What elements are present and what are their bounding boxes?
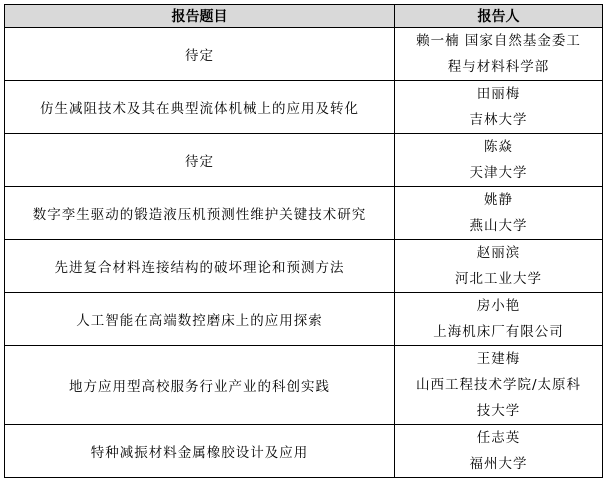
table-row [5, 425, 603, 478]
topic-cell: 先进复合材料连接结构的破坏理论和预测方法 [5, 240, 395, 293]
table-header-row [5, 5, 603, 28]
table-row [5, 187, 603, 240]
schedule-container [4, 4, 603, 478]
header-speaker: 报告人 [395, 5, 603, 28]
topic-cell: 特种减振材料金属橡胶设计及应用 [5, 425, 395, 478]
speaker-affiliation: 福州大学 [469, 456, 528, 472]
table-row [5, 240, 603, 293]
speaker-name: 田丽梅 [476, 86, 521, 102]
speaker-affiliation: 天津大学 [469, 165, 528, 181]
speaker-name: 房小艳 [476, 298, 521, 314]
speaker-affiliation: 山西工程技术学院/太原科 [415, 377, 582, 393]
table-row [5, 28, 603, 81]
table-row [5, 346, 603, 425]
speaker-affiliation-cont: 技大学 [476, 403, 521, 419]
speaker-cell [395, 293, 603, 346]
speaker-name: 姚静 [484, 192, 513, 208]
topic-cell: 数字孪生驱动的锻造液压机预测性维护关键技术研究 [5, 187, 395, 240]
speaker-cell [395, 134, 603, 187]
topic-cell: 人工智能在高端数控磨床上的应用探索 [5, 293, 395, 346]
speaker-affiliation: 吉林大学 [469, 112, 528, 128]
speaker-cell [395, 28, 603, 81]
topic-cell: 地方应用型高校服务行业产业的科创实践 [5, 346, 395, 425]
speaker-name: 王建梅 [476, 351, 521, 367]
speaker-line: 程与材料科学部 [447, 59, 550, 75]
topic-cell: 仿生减阻技术及其在典型流体机械上的应用及转化 [5, 81, 395, 134]
table-row [5, 81, 603, 134]
speaker-name: 陈焱 [484, 139, 513, 155]
speaker-cell [395, 425, 603, 478]
speaker-line: 赖一楠 国家自然基金委工 [416, 33, 581, 49]
speaker-cell [395, 81, 603, 134]
speaker-affiliation: 燕山大学 [469, 218, 528, 234]
speaker-cell [395, 187, 603, 240]
report-schedule-table [4, 4, 603, 478]
speaker-name: 赵丽滨 [476, 245, 521, 261]
header-topic: 报告题目 [5, 5, 395, 28]
speaker-name: 任志英 [476, 430, 521, 446]
speaker-affiliation: 河北工业大学 [455, 271, 542, 287]
table-row [5, 293, 603, 346]
topic-cell: 待定 [5, 134, 395, 187]
table-row [5, 134, 603, 187]
speaker-cell [395, 240, 603, 293]
speaker-cell [395, 346, 603, 425]
topic-cell: 待定 [5, 28, 395, 81]
speaker-affiliation: 上海机床厂有限公司 [433, 324, 564, 340]
